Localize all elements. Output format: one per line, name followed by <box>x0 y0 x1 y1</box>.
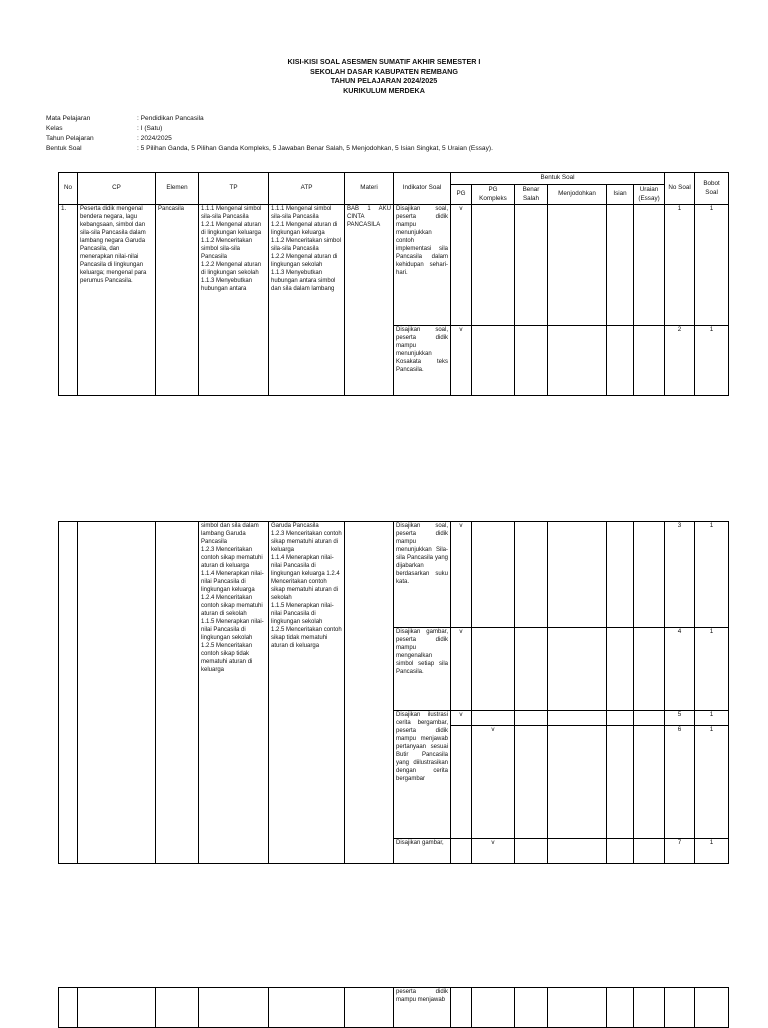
doc-title-2: SEKOLAH DASAR KABUPATEN REMBANG <box>310 66 458 76</box>
cell-isian <box>607 522 634 628</box>
header-elemen: Elemen <box>156 173 199 205</box>
cell-pg-kompleks <box>472 205 515 326</box>
cell-isian <box>607 628 634 711</box>
doc-title-4: KURIKULUM MERDEKA <box>343 85 425 95</box>
header-indikator: Indikator Soal <box>394 173 451 205</box>
cell-uraian <box>634 839 665 864</box>
header-no-soal: No Soal <box>665 173 695 205</box>
header-pg: PG <box>451 185 472 205</box>
cell-benar-salah <box>515 839 548 864</box>
cell-menjodohkan <box>548 726 607 839</box>
cell-menjodohkan <box>548 988 607 1028</box>
cell-bobot: 1 <box>695 839 729 864</box>
cell-tp: 1.1.1 Mengenal simbol sila-sila Pancasila 1.2.1 Mengenal aturan di lingkungan keluarga 1.1.2 Menceritakan simbol sila-sila Pancasila 1.2.2 Mengenal aturan di lingkungan sekolah 1.1.3 Menyebutkan hubungan antara <box>199 205 269 396</box>
cell-no <box>59 522 78 864</box>
cell-uraian <box>634 726 665 839</box>
cell-menjodohkan <box>548 326 607 396</box>
cell-pg <box>451 726 472 839</box>
cell-pg: v <box>451 522 472 628</box>
cell-no-soal: 5 <box>665 711 695 726</box>
info-bentuk-soal <box>46 144 493 154</box>
cell-atp <box>269 988 345 1028</box>
info-value: : 2024/2025 <box>137 135 172 142</box>
header-pg-kompleks: PG Kompleks <box>472 185 515 205</box>
cell-benar-salah <box>515 988 548 1028</box>
info-value: : Pendidikan Pancasila <box>137 115 204 122</box>
cell-menjodohkan <box>548 522 607 628</box>
cell-elemen <box>156 522 199 864</box>
cell-materi: BAB 1 AKU CINTA PANCASILA <box>345 205 394 396</box>
cell-pg-kompleks <box>472 711 515 726</box>
cell-cp: Peserta didik mengenal bendera negara, lagu kebangsaan, simbol dan sila-sila Pancasila dalam lambang negara Garuda Pancasila, dan menerapkan nilai-nilai Pancasila di lingkungan keluarga; mengenal para perumus Pancasila. <box>78 205 156 396</box>
cell-indikator: Disajikan soal, peserta didik mampu menunjukkan contoh implementasi sila Pancasila dalam kehidupan sehari-hari. <box>394 205 451 326</box>
cell-no-soal: 4 <box>665 628 695 711</box>
cell-no-soal <box>665 988 695 1028</box>
cell-tp <box>199 988 269 1028</box>
cell-bobot: 1 <box>695 726 729 839</box>
cell-no: 1. <box>59 205 78 396</box>
cell-pg: v <box>451 711 472 726</box>
doc-title-1: KISI-KISI SOAL ASESMEN SUMATIF AKHIR SEMESTER I <box>287 57 481 66</box>
info-label: Kelas <box>46 125 63 132</box>
cell-pg-kompleks <box>472 988 515 1028</box>
cell-cp <box>78 522 156 864</box>
cell-benar-salah <box>515 628 548 711</box>
cell-indikator: Disajikan gambar, peserta didik mampu mengenalkan simbol setiap sila Pancasila. <box>394 628 451 711</box>
cell-cp <box>78 988 156 1028</box>
cell-atp: 1.1.1 Mengenal simbol sila-sila Pancasila 1.2.1 Mengenal aturan di lingkungan keluarga 1.1.2 Menceritakan simbol sila-sila Pancasila 1.2.2 Mengenal aturan di lingkungan sekolah 1.1.3 Menyebutkan hubungan antara simbol dan sila dalam lambang <box>269 205 345 396</box>
cell-isian <box>607 326 634 396</box>
cell-no <box>59 988 78 1028</box>
cell-indikator: peserta didik mampu menjawab <box>394 988 451 1028</box>
cell-bobot: 1 <box>695 628 729 711</box>
cell-materi <box>345 988 394 1028</box>
cell-benar-salah <box>515 522 548 628</box>
header-bobot-soal: Bobot Soal <box>695 173 729 205</box>
cell-uraian <box>634 205 665 326</box>
cell-no-soal: 6 <box>665 726 695 839</box>
cell-isian <box>607 988 634 1028</box>
cell-uraian <box>634 711 665 726</box>
cell-indikator: Disajikan gambar, <box>394 839 451 864</box>
cell-isian <box>607 726 634 839</box>
cell-elemen: Pancasila <box>156 205 199 396</box>
kisi-kisi-table-2 <box>58 521 729 864</box>
info-tahun-pelajaran <box>46 134 172 144</box>
info-label: Tahun Pelajaran <box>46 135 94 142</box>
cell-isian <box>607 839 634 864</box>
cell-uraian <box>634 326 665 396</box>
cell-uraian <box>634 522 665 628</box>
cell-no-soal: 3 <box>665 522 695 628</box>
info-value: : I (Satu) <box>137 125 163 132</box>
cell-pg-kompleks: v <box>472 839 515 864</box>
cell-bobot: 1 <box>695 326 729 396</box>
cell-atp: Garuda Pancasila 1.2.3 Menceritakan contoh sikap mematuhi aturan di keluarga 1.1.4 Menerapkan nilai-nilai Pancasila di lingkungan keluarga 1.2.4 Menceritakan contoh sikap mematuhi aturan di sekolah 1.1.5 Menerapkan nilai-nilai Pancasila di lingkungan sekolah 1.2.5 Menceritakan contoh sikap tidak mematuhi aturan di keluarga <box>269 522 345 864</box>
header-no: No <box>59 173 78 205</box>
cell-menjodohkan <box>548 628 607 711</box>
cell-uraian <box>634 988 665 1028</box>
info-mata-pelajaran <box>46 114 204 124</box>
header-isian: Isian <box>607 185 634 205</box>
cell-elemen <box>156 988 199 1028</box>
cell-pg <box>451 839 472 864</box>
cell-indikator: Disajikan soal, peserta didik mampu menunjukkan Sila-sila Pancasila yang dijabarkan berdasarkan suku kata. <box>394 522 451 628</box>
cell-indikator: Disajikan ilustrasi cerita bergambar, peserta didik mampu menjawab pertanyaan sesuai Butir Pancasila yang diilustrasikan dengan cerita bergambar <box>394 711 451 839</box>
info-kelas <box>46 124 162 134</box>
header-tp: TP <box>199 173 269 205</box>
cell-indikator: Disajikan soal, peserta didik mampu menunjukkan Kosakata teks Pancasila. <box>394 326 451 396</box>
header-bentuk-soal: Bentuk Soal <box>451 173 665 185</box>
cell-pg-kompleks <box>472 628 515 711</box>
cell-bobot: 1 <box>695 522 729 628</box>
cell-no-soal: 1 <box>665 205 695 326</box>
cell-isian <box>607 205 634 326</box>
cell-pg: v <box>451 326 472 396</box>
header-materi: Materi <box>345 173 394 205</box>
cell-pg-kompleks <box>472 326 515 396</box>
cell-menjodohkan <box>548 205 607 326</box>
cell-uraian <box>634 628 665 711</box>
cell-pg-kompleks: v <box>472 726 515 839</box>
header-atp: ATP <box>269 173 345 205</box>
cell-benar-salah <box>515 711 548 726</box>
info-label: Mata Pelajaran <box>46 115 91 122</box>
cell-benar-salah <box>515 205 548 326</box>
header-cp: CP <box>78 173 156 205</box>
cell-isian <box>607 711 634 726</box>
cell-pg-kompleks <box>472 522 515 628</box>
cell-no-soal: 7 <box>665 839 695 864</box>
cell-tp: simbol dan sila dalam lambang Garuda Pancasila 1.2.3 Menceritakan contoh sikap mematuhi aturan di keluarga 1.1.4 Menerapkan nilai-nilai Pancasila di lingkungan keluarga 1.2.4 Menceritakan contoh sikap mematuhi aturan di sekolah 1.1.5 Menerapkan nilai-nilai Pancasila di lingkungan sekolah 1.2.5 Menceritakan contoh sikap tidak mematuhi aturan di keluarga <box>199 522 269 864</box>
cell-benar-salah <box>515 726 548 839</box>
cell-benar-salah <box>515 326 548 396</box>
cell-pg <box>451 988 472 1028</box>
doc-title-3: TAHUN PELAJARAN 2024/2025 <box>330 76 438 85</box>
cell-bobot <box>695 988 729 1028</box>
cell-bobot: 1 <box>695 205 729 326</box>
info-value: : 5 Pilihan Ganda, 5 Pilihan Ganda Kompleks, 5 Jawaban Benar Salah, 5 Menjodohkan, 5 Isian Singkat, 5 Uraian (Essay). <box>137 145 493 152</box>
cell-menjodohkan <box>548 711 607 726</box>
kisi-kisi-table-3 <box>58 987 729 1028</box>
info-label: Bentuk Soal <box>46 145 82 152</box>
cell-menjodohkan <box>548 839 607 864</box>
cell-no-soal: 2 <box>665 326 695 396</box>
header-menjodohkan: Menjodohkan <box>548 185 607 205</box>
cell-bobot: 1 <box>695 711 729 726</box>
header-uraian: Uraian (Essay) <box>634 185 665 205</box>
kisi-kisi-table-1 <box>58 172 729 396</box>
cell-pg: v <box>451 205 472 326</box>
header-benar-salah: Benar Salah <box>515 185 548 205</box>
cell-pg: v <box>451 628 472 711</box>
cell-materi <box>345 522 394 864</box>
